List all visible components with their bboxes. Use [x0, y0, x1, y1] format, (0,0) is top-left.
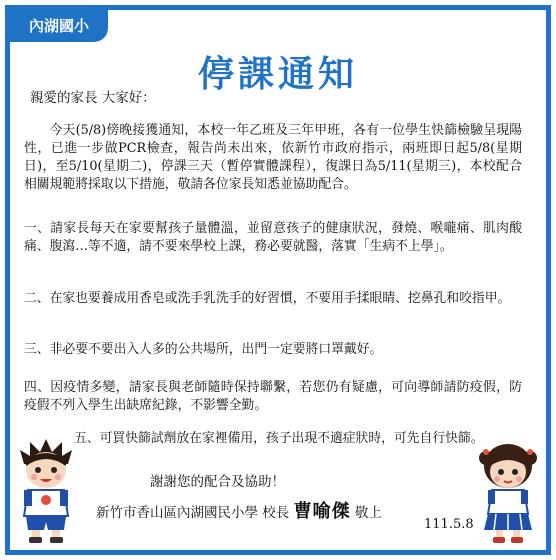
paragraph-item-5: 五、可買快篩試劑放在家裡備用，孩子出現不適症狀時，可先自行快篩。 [74, 431, 484, 446]
paragraph-intro: 今天(5/8)傍晚接獲通知，本校一年乙班及三年甲班，各有一位學生快篩檢驗呈現陽性，已進一步做PCR檢查，報告尚未出來，依新竹市政府指示，兩班即日起5/8(星期日)，至5/10(星期二)，停課三天（暫停實體課程），復課日為5/11(星期三)，本校配合相關規範將採取以下措施，敬請各位家長知悉並協助配合。 [24, 123, 522, 192]
signature [96, 497, 382, 523]
paragraph-item-3: 三、非必要不要出入人多的公共場所，出門一定要將口罩戴好。 [24, 342, 383, 357]
boy-illustration [14, 436, 78, 544]
paragraph-item-1: 一、請家長每天在家要幫孩子量體溫，並留意孩子的健康狀況，發燒、喉嚨痛、肌肉酸痛、腹瀉…等不適，請不要來學校上課，務必要就醫，落實「生病不上學」。 [24, 221, 522, 254]
greeting: 親愛的家長 大家好： [30, 90, 156, 106]
signature-principal: 曹喻傑 [293, 501, 351, 522]
signature-school: 新竹市香山區內湖國民小學 校長 [96, 505, 290, 521]
paragraph-item-4: 四、因疫情多變，請家長與老師隨時保持聯繫，若您仍有疑慮，可向導師請防疫假，防疫假不列入學生出缺席紀錄，不影響全勤。 [24, 380, 522, 413]
signature-closing: 敬上 [354, 505, 382, 521]
girl-illustration [476, 436, 540, 544]
paragraph-item-2: 二、在家也要養成用香皂或洗手乳洗手的好習慣，不要用手揉眼睛、挖鼻孔和咬指甲。 [24, 291, 511, 306]
notice-title: 停課通知 [197, 54, 358, 95]
school-badge: 內湖國小 [10, 10, 108, 42]
notice-date: 111.5.8 [424, 517, 474, 532]
thanks-line: 謝謝您的配合及協助！ [150, 474, 285, 490]
